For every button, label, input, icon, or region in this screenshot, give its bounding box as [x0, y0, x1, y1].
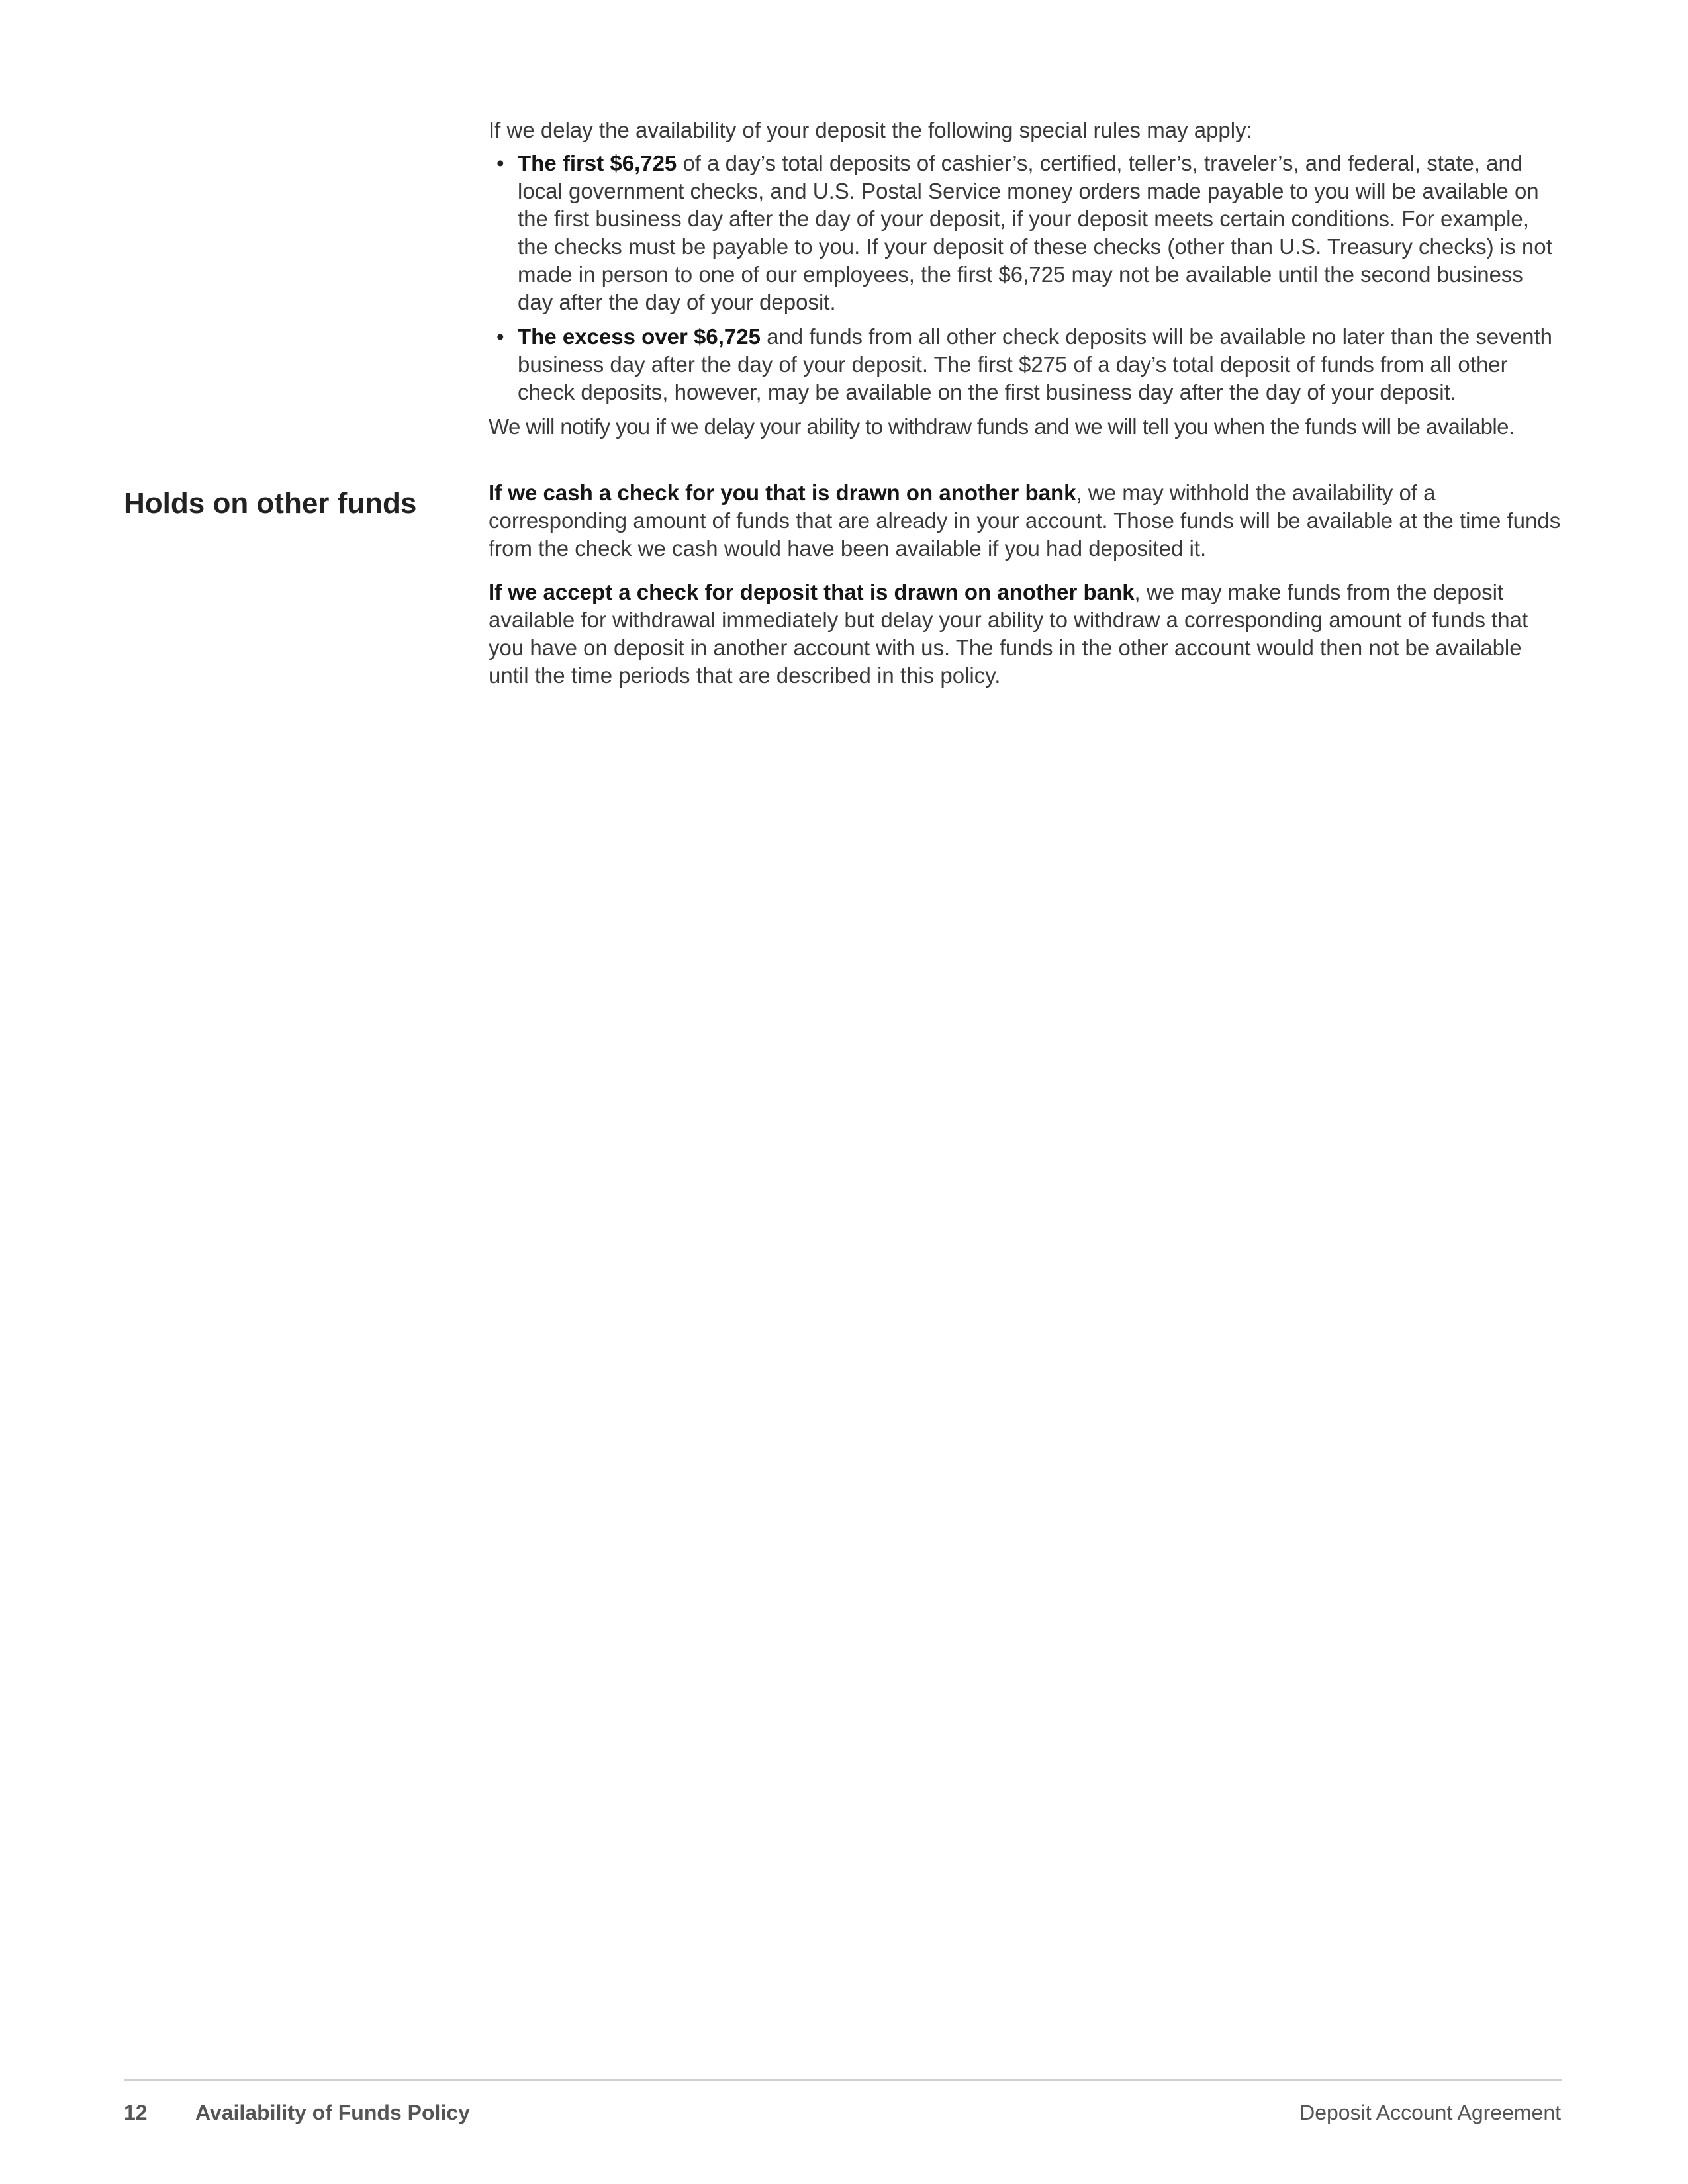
- paragraph-lead: If we accept a check for deposit that is drawn on another bank: [489, 580, 1135, 604]
- page-number: 12: [124, 2101, 148, 2124]
- bullet-lead: The first $6,725: [518, 151, 677, 175]
- list-item: [489, 323, 1561, 406]
- paragraph-lead: If we cash a check for you that is drawn on another bank: [489, 480, 1076, 505]
- special-rules-block: [489, 116, 1561, 441]
- holds-paragraph-cash: [489, 479, 1561, 563]
- paragraph-text: , we may withhold the availability of a corresponding amount of funds that are already in your account. Those funds will be available at the time funds from the check we cash would have been available if you had deposited it.: [489, 480, 1561, 561]
- footer-divider: [124, 2079, 1562, 2081]
- bullet-lead: The excess over $6,725: [518, 324, 761, 349]
- bullet-text: and funds from all other check deposits will be available no later than the seventh business day after the day of your deposit. The first $275 of a day’s total deposit of funds from all other check deposits, however, may be available on the first business day after the day of your deposit.: [518, 324, 1552, 404]
- holds-paragraph-deposit: [489, 578, 1561, 690]
- list-item: [489, 150, 1561, 316]
- holds-section-body: [489, 479, 1561, 705]
- special-rules-intro: If we delay the availability of your deposit the following special rules may apply:: [489, 118, 1252, 142]
- notify-paragraph: We will notify you if we delay your ability to withdraw funds and we will tell you when the funds will be available.: [489, 414, 1515, 439]
- bullet-text: of a day’s total deposits of cashier’s, certified, teller’s, traveler’s, and federal, state, and local government checks, and U.S. Postal Service money orders made payable to you will be available on the first business day after the day of your deposit, if your deposit meets certain conditions. For example, the checks must be payable to you. If your deposit of these checks (other than U.S. Treasury checks) is not made in person to one of our employees, the first $6,725 may not be available until the second business day after the day of your deposit.: [518, 151, 1552, 314]
- footer-section-name: Availability of Funds Policy: [195, 2101, 470, 2124]
- footer-document-title: Deposit Account Agreement: [1299, 2101, 1561, 2124]
- section-heading-holds: Holds on other funds: [124, 487, 417, 520]
- special-rules-list: [489, 150, 1561, 406]
- paragraph-text: , we may make funds from the deposit available for withdrawal immediately but delay your ability to withdraw a corresponding amount of funds that you have on deposit in another account with us. The funds in the other account would then not be available until the time periods that are described in this policy.: [489, 580, 1528, 688]
